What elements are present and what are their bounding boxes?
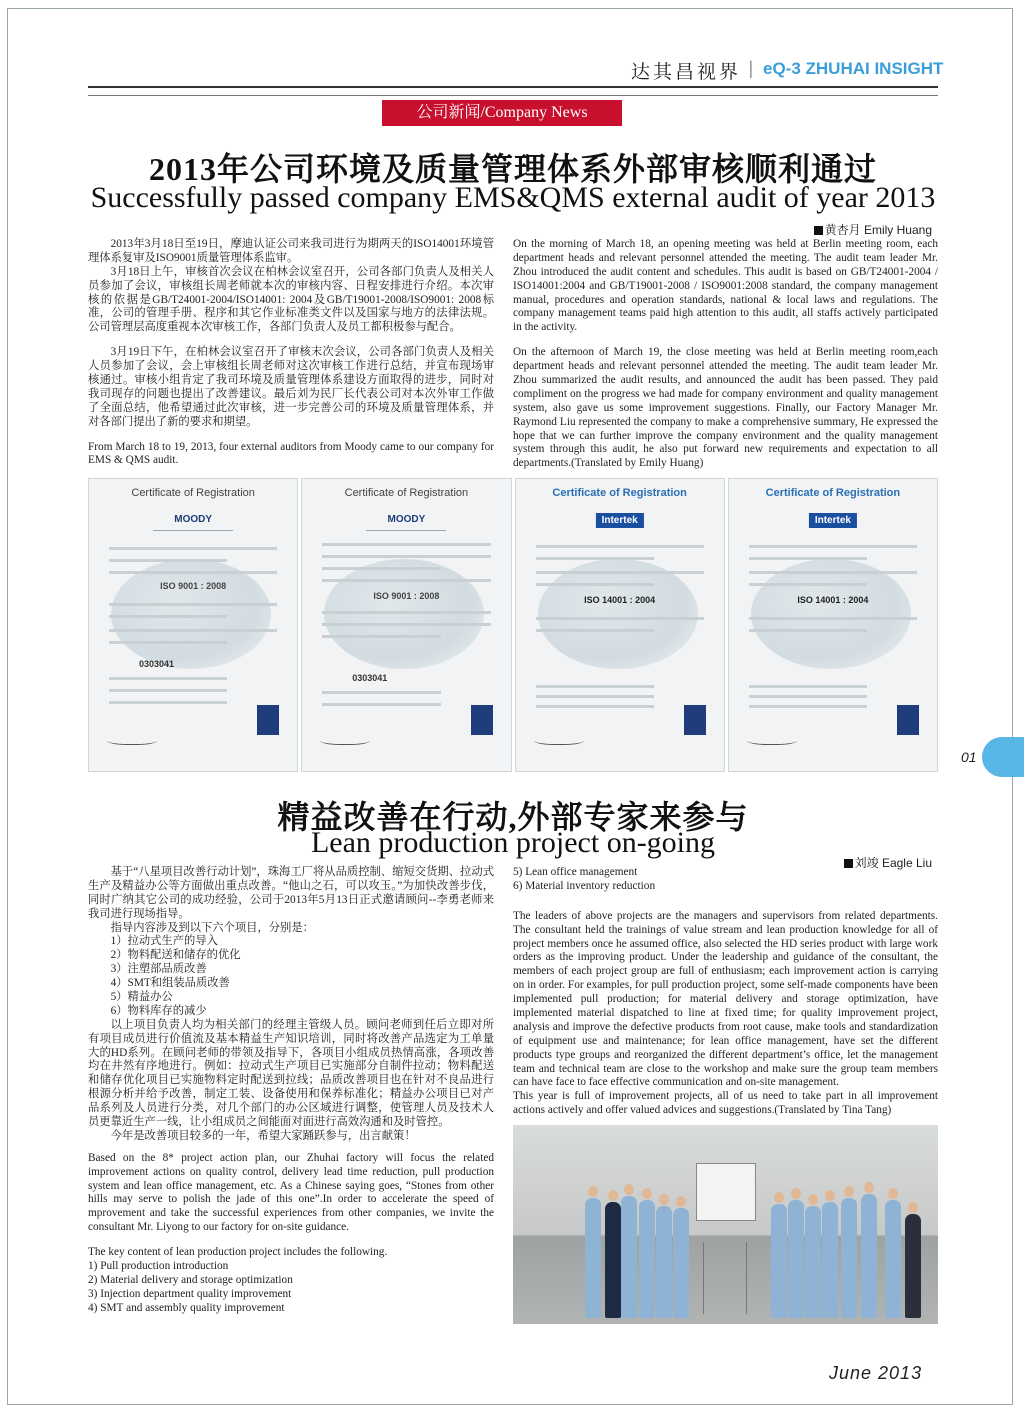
article2-en-list-item: 4) SMT and assembly quality improvement — [88, 1301, 285, 1314]
article2-right-column — [513, 866, 938, 1118]
certificate-standard: ISO 9001 : 2008 — [373, 591, 440, 601]
article2-en-closing: This year is full of improvement projects, all of us need to take part in all improvement actions actively and offer valued advices and suggestions.(Translated by Tina Tang) — [513, 1090, 938, 1117]
section-label: 公司新闻/Company News — [382, 100, 622, 126]
article2-cn-list-item: 2）物料配送和储存的优化 — [110, 949, 241, 962]
article1-cn-paragraph: 3月19日下午，在柏林会议室召开了审核末次会议，公司各部门负责人及相关人员参加了会议，会上审核组长周老师对这次审核工作进行总结，并宣布现场审核通过。审核小组肯定了我司环境及质量管理体系建设方面取得的进步，同时对我司现存的问题也提出了改善建议。最后刘为民厂长代表公司对本次外审工作做了全面总结，他希望通过此次审核，进一步完善公司的环境及质量管理体系，并对各部门提出了新的要求和期望。 — [88, 346, 494, 428]
person — [656, 1206, 672, 1318]
certificate-number: 0303041 — [139, 659, 175, 669]
group-photo — [513, 1125, 938, 1324]
certificate-standard: ISO 14001 : 2004 — [797, 595, 869, 605]
person — [841, 1198, 857, 1318]
article2-cn-list-item: 3）注塑部品质改善 — [110, 963, 207, 976]
article1-en-column — [513, 238, 938, 471]
page-number: 01 — [961, 749, 977, 765]
signature — [747, 734, 797, 745]
person — [822, 1202, 838, 1318]
person — [885, 1200, 901, 1318]
article1-cn-column — [88, 238, 494, 468]
article2-en-list-item: 5) Lean office management — [513, 866, 638, 878]
article1-en-intro: From March 18 to 19, 2013, four external auditors from Moody came to our company for EMS & QMS audit. — [88, 440, 494, 467]
article2-en-list-item: 2) Material delivery and storage optimization — [88, 1273, 293, 1286]
article2-cn-intro: 基于“八星项目改善行动计划”，珠海工厂将从品质控制、缩短交货期、拉动式生产及精益办公等方面做出重点改善。“他山之石，可以攻玉。”为加快改善步伐，同时广纳其它公司的成功经验，公司于2013年5月13日正式邀请顾问--李勇老师来我司进行现场指导。 — [88, 866, 494, 920]
page-tab-marker — [982, 737, 1024, 777]
globe-watermark — [111, 559, 271, 669]
article1-en-paragraph: On the morning of March 18, an opening meeting was held at Berlin meeting room, each department heads and relevant personnel attended the meeting. The audit team leader Mr. Zhou introduced the audit content and schedules. This audit is based on GB/T24001-2004 / ISO14001:2004 and GB/T19001-2008 / ISO9001:2008 standard, the company management manual, procedures and operation standards, national & local laws and regulations. The company management teams paid high attention to this audit, all staffs actively participated in the activity. — [513, 238, 938, 334]
certificate-issuer: Intertek — [809, 513, 857, 528]
certificate-image — [728, 478, 938, 772]
article2-cn-list-item: 1）拉动式生产的导入 — [110, 935, 218, 948]
accreditation-badge — [897, 705, 919, 735]
certificate-image — [301, 478, 511, 772]
article1-title-cn: 2013年公司环境及质量管理体系外部审核顺利通过 — [148, 151, 877, 187]
article1-title-en: Successfully passed company EMS&QMS external audit of year 2013 — [90, 181, 936, 214]
certificate-standard: ISO 9001 : 2008 — [160, 581, 227, 591]
certificate-issuer: MOODY — [153, 514, 233, 531]
certificate-issuer: MOODY — [366, 514, 446, 531]
certificate-image — [515, 478, 725, 772]
article2-en-list-item: 3) Injection department quality improvement — [88, 1287, 292, 1300]
certificate-image — [88, 478, 298, 772]
article2-left-column — [88, 866, 494, 1316]
whiteboard — [696, 1163, 756, 1221]
globe-watermark — [751, 559, 911, 669]
article2-en-body: The leaders of above projects are the managers and supervisors from related departments. The consultant held the trainings of value stream and lean production knowledge for all of project members once he assumed office, also selected the HD series product with large work orders as the improving product. Under the leadership and guidance of the consultant, the members of each project group are full of enthusiasm; each improvement action is carrying on in order. For examples, for pull production project, some self-made components have been implemented pull production; for material delivery and storage optimization, have implemented material dispatched to line at fixed time; for quality improvement project, analysis and improve the defective products from root cause, make tools and standardization of equipment use and maintenance; for lean office management, have set the different products type groups and reorganized the different department’s office, let the management team and technical team are close to the workshop and make sure the group team members can have face to face effective communication and on-site management. — [513, 909, 938, 1089]
header-rule-thin — [88, 95, 938, 96]
accreditation-badge — [684, 705, 706, 735]
header-separator: | — [749, 58, 753, 79]
person — [805, 1206, 821, 1318]
article2-en-list-item: 1) Pull production introduction — [88, 1260, 229, 1273]
article1-en-paragraph: On the afternoon of March 19, the close meeting was held at Berlin meeting room,each department heads and relevant personnel attended the meeting. The audit team leader Mr. Zhou summarized the audit results, and announced the audit has been passed. They paid compliment on the progress we had made for company environment and quality management system, also gave us some improvement suggestions. Finally, our Factory Manager Mr. Raymond Liu represented the company to make a comprehensive summary, He expressed the hope that we can further improve the company environment and the quality management system through this audit, he also put forward new requirements and expectation to all departments.(Translated by Emily Huang) — [513, 346, 938, 470]
certificate-heading: Certificate of Registration — [131, 487, 255, 499]
article2-title-cn: 精益改善在行动,外部专家来参与 — [277, 799, 749, 835]
article2-cn-list-intro: 指导内容涉及到以下六个项目，分别是： — [110, 921, 314, 934]
certificate-gallery — [88, 478, 938, 772]
certificate-heading: Certificate of Registration — [344, 487, 469, 499]
person — [605, 1202, 621, 1318]
article1-cn-paragraph: 3月18日上午，审核首次会议在柏林会议室召开，公司各部门负责人及相关人员参加了会议，审核组长周老师就本次的审核内容、日程安排进行介绍。本次审核的依据是GB/T24001-2004/ISO14001: 2004及GB/T19001-2008/ISO9001: 2008标准，公司的管理手册、程序和其它作业标准类文件以及国家与地方的法律法规。公司管理层高度重视本次审核工作，各部门负责人及员工都积极参与配合。 — [88, 265, 494, 334]
person — [771, 1204, 787, 1318]
article2-cn-list-item: 6）物料库存的减少 — [110, 1004, 207, 1017]
certificate-standard: ISO 14001 : 2004 — [584, 595, 656, 605]
article2-en-intro: Based on the 8* project action plan, our Zhuhai factory will focus the related improvement actions on quality control, delivery lead time reduction, pull production system and lean office management, etc. As a Chinese saying goes, “Stones from other hills may serve to polish the jade of this one”.In order to accelerate the speed of mprovement and take the successful experiences from other companies, we invite the consultant Mr. Liyong to our factory for on-site guidance. — [88, 1151, 494, 1234]
header-rule — [88, 86, 938, 88]
article2-byline: 刘竣 Eagle Liu — [844, 854, 932, 871]
globe-watermark — [538, 559, 698, 669]
article2-cn-body: 以上项目负责人均为相关部门的经理主管级人员。顾问老师到任后立即对所有项目成员进行价值流及基本精益生产知识培训，同时将改善产品选定为工单量大的HD系列。在顾问老师的带领及指导下，各项目小组成员热情高涨，各项改善均在井然有序地进行。例如：拉动式生产项目已实施部分自制件拉动；物料配送和储存优化项目已实施物料定时配送到拉线；品质改善项目也在针对不良品进行根源分析并给予改善，制定工装、设备使用和保养标准化；精益办公项目已对产品系列及人员进行分类，对几个部门的办公区域进行调整，使管理人员及技术人员更靠近生产一线，让小组成员之间能面对面进行高效沟通和及时管控。 — [88, 1018, 494, 1129]
person — [861, 1194, 877, 1318]
person — [621, 1196, 637, 1318]
certificate-heading: Certificate of Registration — [765, 487, 901, 499]
globe-watermark — [324, 559, 484, 669]
accreditation-badge — [257, 705, 279, 735]
magazine-title-cn: 达其昌视界 — [631, 62, 742, 83]
article2-cn-list-item: 4）SMT和组装品质改善 — [110, 977, 230, 990]
person — [585, 1198, 601, 1318]
signature — [534, 734, 584, 745]
issue-date: June 2013 — [829, 1363, 923, 1383]
magazine-title-en: eQ-3 ZHUHAI INSIGHT — [763, 59, 944, 78]
person — [639, 1200, 655, 1318]
person — [788, 1200, 804, 1318]
person — [905, 1214, 921, 1318]
certificate-heading: Certificate of Registration — [552, 487, 687, 499]
certificate-number: 0303041 — [352, 673, 388, 683]
article1-cn-paragraph: 2013年3月18日至19日，摩迪认证公司来我司进行为期两天的ISO14001环境管理体系复审及ISO9001质量管理体系监审。 — [88, 238, 494, 264]
article2-cn-list-item: 5）精益办公 — [110, 991, 173, 1004]
article2-cn-closing: 今年是改善项目较多的一年，希望大家踊跃参与，出言献策！ — [110, 1129, 416, 1142]
certificate-issuer: Intertek — [596, 513, 644, 528]
article2-title-en: Lean production project on-going — [310, 826, 716, 859]
article2-en-list-intro: The key content of lean production project includes the following. — [88, 1246, 388, 1259]
person — [673, 1208, 689, 1318]
signature — [107, 734, 157, 745]
signature — [320, 734, 370, 745]
article1-byline: 黄杏月 Emily Huang — [814, 221, 932, 238]
accreditation-badge — [471, 705, 493, 735]
article2-en-list-item: 6) Material inventory reduction — [513, 879, 656, 892]
